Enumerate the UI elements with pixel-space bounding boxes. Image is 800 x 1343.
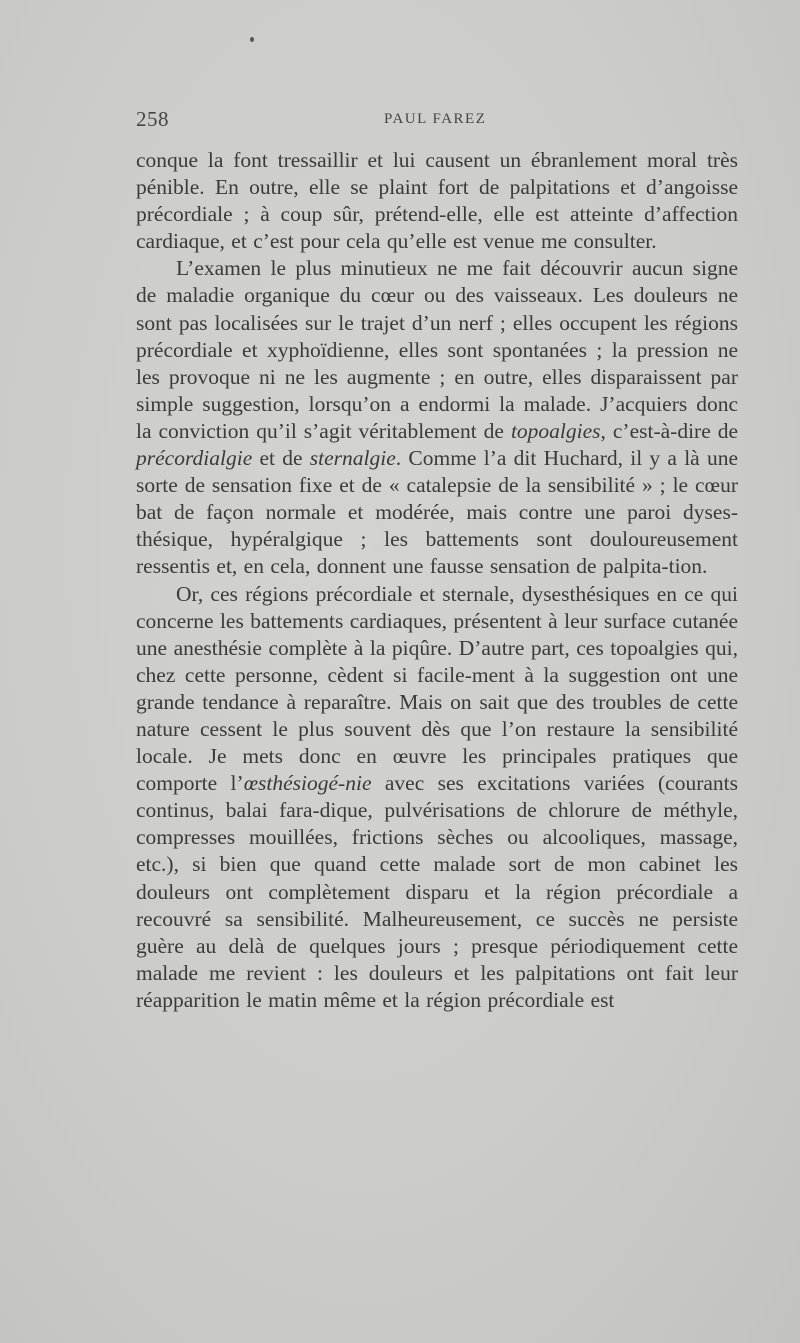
text-run: . Comme l’a dit Huchard, il y a là une sorte de sensation fixe et de « catalepsie de la sensibilité » ; le cœur bat de façon normale et modérée, mais contre une paroi dyses-thésique, hypéralgique ; les battements sont douloureusement ressentis et, en cela, donnent une fausse sensation de palpita-tion.: [136, 446, 738, 579]
paragraph: [136, 147, 738, 255]
italic-term: précordialgie: [136, 446, 253, 471]
text-run: conque la font tressaillir et lui causent un ébranlement moral très pénible. En outre, elle se plaint fort de palpitations et d’angoisse précordiale ; à coup sûr, prétend-elle, elle est atteinte d’affection cardiaque, et c’est pour cela qu’elle est venue me consulter.: [136, 148, 738, 254]
text-run: avec ses excitations variées (courants continus, balai fara-dique, pulvérisations de chlorure de méthyle, compresses mouillées, frictions sèches ou alcooliques, massage, etc.), si bien que quand cette malade sort de mon cabinet les douleurs ont complètement disparu et la région précordiale a recouvré sa sensibilité. Malheureusement, ce succès ne persiste guère au delà de quelques jours ; presque périodiquement cette malade me revient : les douleurs et les palpitations ont fait leur réapparition le matin même et la région précordiale est: [136, 771, 739, 1012]
running-head: PAUL FAREZ: [384, 111, 487, 127]
page-header: [136, 107, 736, 131]
text-run: et de: [252, 446, 310, 471]
body-text: [136, 147, 738, 1014]
italic-term: sternalgie: [309, 446, 396, 471]
page-number: 258: [136, 107, 169, 131]
italic-term: œsthésiogé-nie: [243, 771, 372, 796]
paragraph: [136, 581, 738, 1015]
paragraph: [136, 255, 738, 580]
text-run: L’examen le plus minutieux ne me fait découvrir aucun signe de maladie organique du cœur ou des vaisseaux. Les douleurs ne sont pas localisées sur le trajet d’un nerf ; elles occupent les régions précordiale et xyphoïdienne, elles sont spontanées ; la pression ne les provoque ni ne les augmente ; en outre, elles disparaissent par simple suggestion, lorsqu’on a endormi la malade. J’acquiers donc la conviction qu’il s’agit véritablement de: [136, 256, 738, 443]
italic-term: topoalgies: [510, 418, 601, 443]
ink-speck: [250, 37, 254, 42]
text-run: Or, ces régions précordiale et sternale, dysesthésiques en ce qui concerne les battements cardiaques, présentent à leur surface cutanée une anesthésie complète à la piqûre. D’autre part, ces topoalgies qui, chez cette personne, cèdent si facile-ment à la suggestion ont une grande tendance à reparaître. Mais on sait que des troubles de cette nature cessent le plus souvent dès que l’on restaure la sensibilité locale. Je mets donc en œuvre les principales pratiques que comporte l’: [136, 581, 738, 796]
text-run: , c’est-à-dire de: [600, 418, 739, 443]
